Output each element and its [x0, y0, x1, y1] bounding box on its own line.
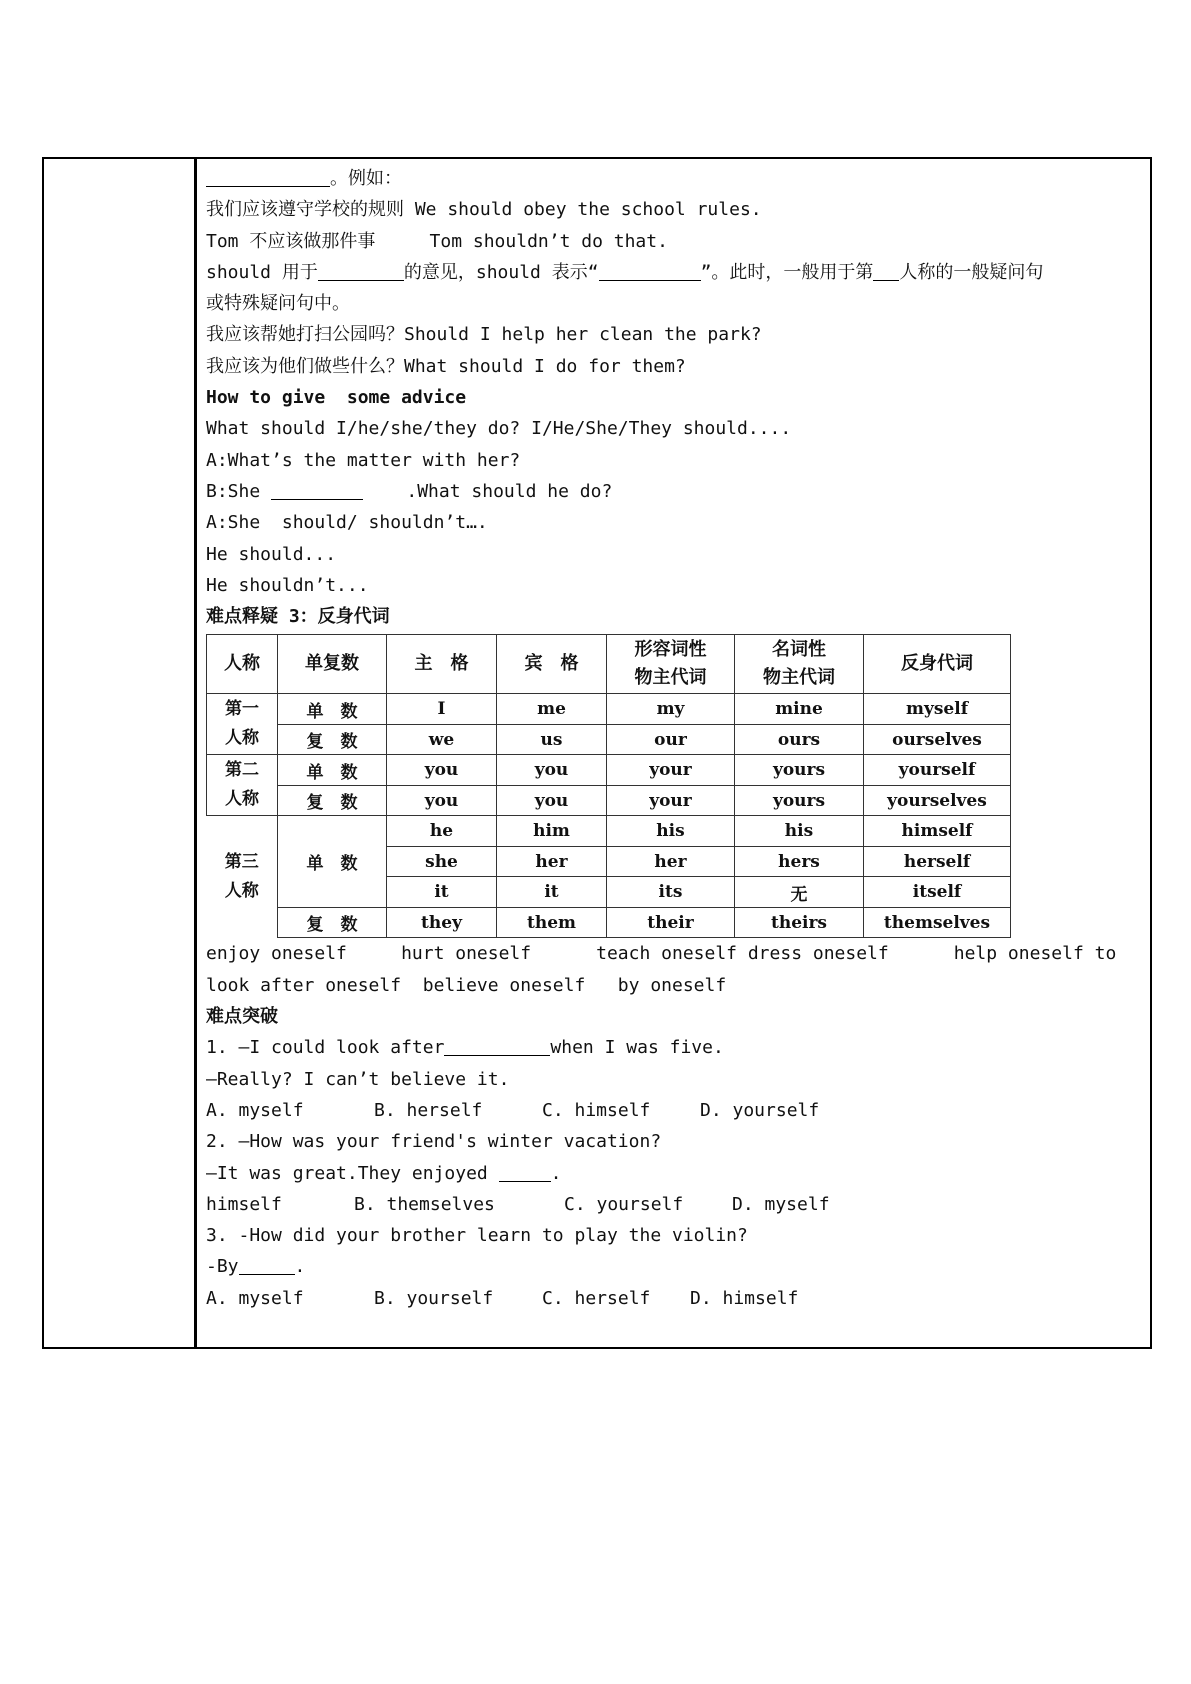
header-object: 宾 格	[497, 635, 607, 694]
text: .	[294, 1256, 306, 1278]
table-cell: your	[607, 755, 735, 786]
table-cell: you	[387, 755, 497, 786]
table-cell: we	[387, 724, 497, 755]
option[interactable]: B. themselves	[354, 1193, 495, 1215]
table-cell: his	[735, 816, 864, 847]
text: should 用于	[206, 261, 318, 283]
lesson-content	[206, 163, 1146, 1314]
line-phrases-1: enjoy oneself hurt oneself teach oneself dress oneself help oneself to	[206, 943, 1117, 965]
line-example-1: 我们应该遵守学校的规则 We should obey the school rules.	[206, 199, 762, 221]
table-cell: themselves	[864, 907, 1011, 938]
blank	[206, 168, 330, 187]
line-dialog-a2: A:She should/ shouldn’t….	[206, 512, 488, 534]
cell-first-person: 第一 人称	[207, 694, 278, 755]
table-row	[207, 694, 1011, 725]
text: when I was five.	[550, 1037, 724, 1059]
blank	[271, 481, 363, 500]
blank	[599, 262, 701, 281]
option[interactable]: D. himself	[690, 1287, 799, 1309]
table-cell: yours	[735, 755, 864, 786]
text: 1. —I could look after	[206, 1037, 445, 1059]
table-row	[207, 724, 1011, 755]
text: 。例如：	[330, 168, 402, 189]
question-1	[206, 1032, 1146, 1063]
pronoun-table	[206, 634, 1011, 938]
option[interactable]: C. yourself	[564, 1193, 684, 1215]
table-cell: their	[607, 907, 735, 938]
text: .	[550, 1162, 562, 1184]
question-3-reply	[206, 1251, 1146, 1282]
line-dialog-a1: A:What’s the matter with her?	[206, 449, 521, 471]
table-header-row	[207, 635, 1011, 694]
text: B:She	[206, 480, 272, 502]
cell-number: 单 数	[278, 755, 387, 786]
cell-third-person: 第三 人称	[207, 816, 278, 938]
table-cell: theirs	[735, 907, 864, 938]
line-dialog-shouldnt: He shouldn’t...	[206, 574, 369, 596]
question-2-options	[206, 1189, 1146, 1220]
table-cell: you	[497, 755, 607, 786]
table-cell: it	[387, 877, 497, 908]
heading-reflexive-pronouns: 难点释疑 3：反身代词	[206, 606, 390, 628]
table-cell: our	[607, 724, 735, 755]
table-cell: my	[607, 694, 735, 725]
header-noun-possessive: 名词性 物主代词	[735, 635, 864, 694]
table-cell: ours	[735, 724, 864, 755]
header-subject: 主 格	[387, 635, 497, 694]
line-example-4: 我应该为他们做些什么？What should I do for them?	[206, 355, 686, 377]
header-person: 人称	[207, 635, 278, 694]
question-1-reply: —Really? I can’t believe it.	[206, 1068, 510, 1090]
table-cell: your	[607, 785, 735, 816]
question-1-options	[206, 1095, 1146, 1126]
line-phrases-2: look after oneself believe oneself by oneself	[206, 974, 727, 996]
text: 人称的一般疑问句	[899, 261, 1044, 283]
line-example-intro	[206, 163, 1146, 194]
column-divider	[194, 159, 197, 1347]
blank	[318, 262, 404, 281]
table-cell: they	[387, 907, 497, 938]
table-cell: you	[497, 785, 607, 816]
header-reflexive: 反身代词	[864, 635, 1011, 694]
option[interactable]: C. himself	[542, 1099, 651, 1121]
cell-number: 单 数	[278, 816, 387, 908]
table-cell: he	[387, 816, 497, 847]
table-cell: me	[497, 694, 607, 725]
line-should-usage	[206, 257, 1146, 288]
table-cell: itself	[864, 877, 1011, 908]
table-cell: 无	[735, 877, 864, 908]
cell-number: 单 数	[278, 694, 387, 725]
heading-exercises: 难点突破	[206, 1006, 278, 1028]
option[interactable]: B. yourself	[374, 1287, 494, 1309]
question-3: 3. -How did your brother learn to play the violin?	[206, 1225, 748, 1247]
option[interactable]: D. yourself	[700, 1099, 820, 1121]
cell-number: 复 数	[278, 724, 387, 755]
table-cell: her	[607, 846, 735, 877]
cell-second-person: 第二 人称	[207, 755, 278, 816]
table-cell: hers	[735, 846, 864, 877]
line-example-3: 我应该帮她打扫公园吗？Should I help her clean the park?	[206, 324, 762, 346]
table-cell: she	[387, 846, 497, 877]
line-example-2: Tom 不应该做那件事 Tom shouldn’t do that.	[206, 230, 668, 252]
table-cell: its	[607, 877, 735, 908]
table-cell: you	[387, 785, 497, 816]
table-cell: mine	[735, 694, 864, 725]
cell-number: 复 数	[278, 785, 387, 816]
line-dialog-should: He should...	[206, 543, 337, 565]
table-cell: I	[387, 694, 497, 725]
table-cell: himself	[864, 816, 1011, 847]
header-number: 单复数	[278, 635, 387, 694]
option[interactable]: D. myself	[732, 1193, 830, 1215]
blank	[499, 1163, 551, 1182]
option[interactable]: C. herself	[542, 1287, 651, 1309]
table-cell: yours	[735, 785, 864, 816]
table-cell: herself	[864, 846, 1011, 877]
line-advice-pattern: What should I/he/she/they do? I/He/She/They should....	[206, 418, 792, 440]
header-adj-possessive: 形容词性 物主代词	[607, 635, 735, 694]
table-cell: it	[497, 877, 607, 908]
document-table-frame	[42, 157, 1152, 1349]
blank	[873, 262, 899, 281]
line-question-types: 或特殊疑问句中。	[206, 293, 350, 315]
text: ”。此时，一般用于第	[700, 261, 874, 283]
table-cell: myself	[864, 694, 1011, 725]
heading-give-advice: How to give some advice	[206, 387, 467, 409]
blank	[239, 1256, 295, 1275]
table-cell: ourselves	[864, 724, 1011, 755]
pronoun-table-image	[206, 632, 1146, 938]
option[interactable]: B. herself	[374, 1099, 483, 1121]
table-cell: yourself	[864, 755, 1011, 786]
question-2: 2. —How was your friend's winter vacation?	[206, 1131, 662, 1153]
table-cell: them	[497, 907, 607, 938]
cell-number: 复 数	[278, 907, 387, 938]
text: —It was great.They enjoyed	[206, 1162, 499, 1184]
blank	[444, 1037, 550, 1056]
text: -By	[206, 1256, 239, 1278]
table-row	[207, 755, 1011, 786]
text: .What should he do?	[363, 480, 613, 502]
table-cell: his	[607, 816, 735, 847]
table-row	[207, 785, 1011, 816]
question-3-options	[206, 1283, 1146, 1314]
question-2-reply	[206, 1158, 1146, 1189]
table-cell: him	[497, 816, 607, 847]
line-dialog-b1	[206, 476, 1146, 507]
option[interactable]: A. myself	[206, 1099, 304, 1121]
table-cell: yourselves	[864, 785, 1011, 816]
table-row	[207, 816, 1011, 847]
text: 的意见，should 表示“	[403, 261, 599, 283]
table-row	[207, 907, 1011, 938]
table-cell: us	[497, 724, 607, 755]
option[interactable]: A. myself	[206, 1287, 304, 1309]
table-cell: her	[497, 846, 607, 877]
option[interactable]: himself	[206, 1193, 282, 1215]
